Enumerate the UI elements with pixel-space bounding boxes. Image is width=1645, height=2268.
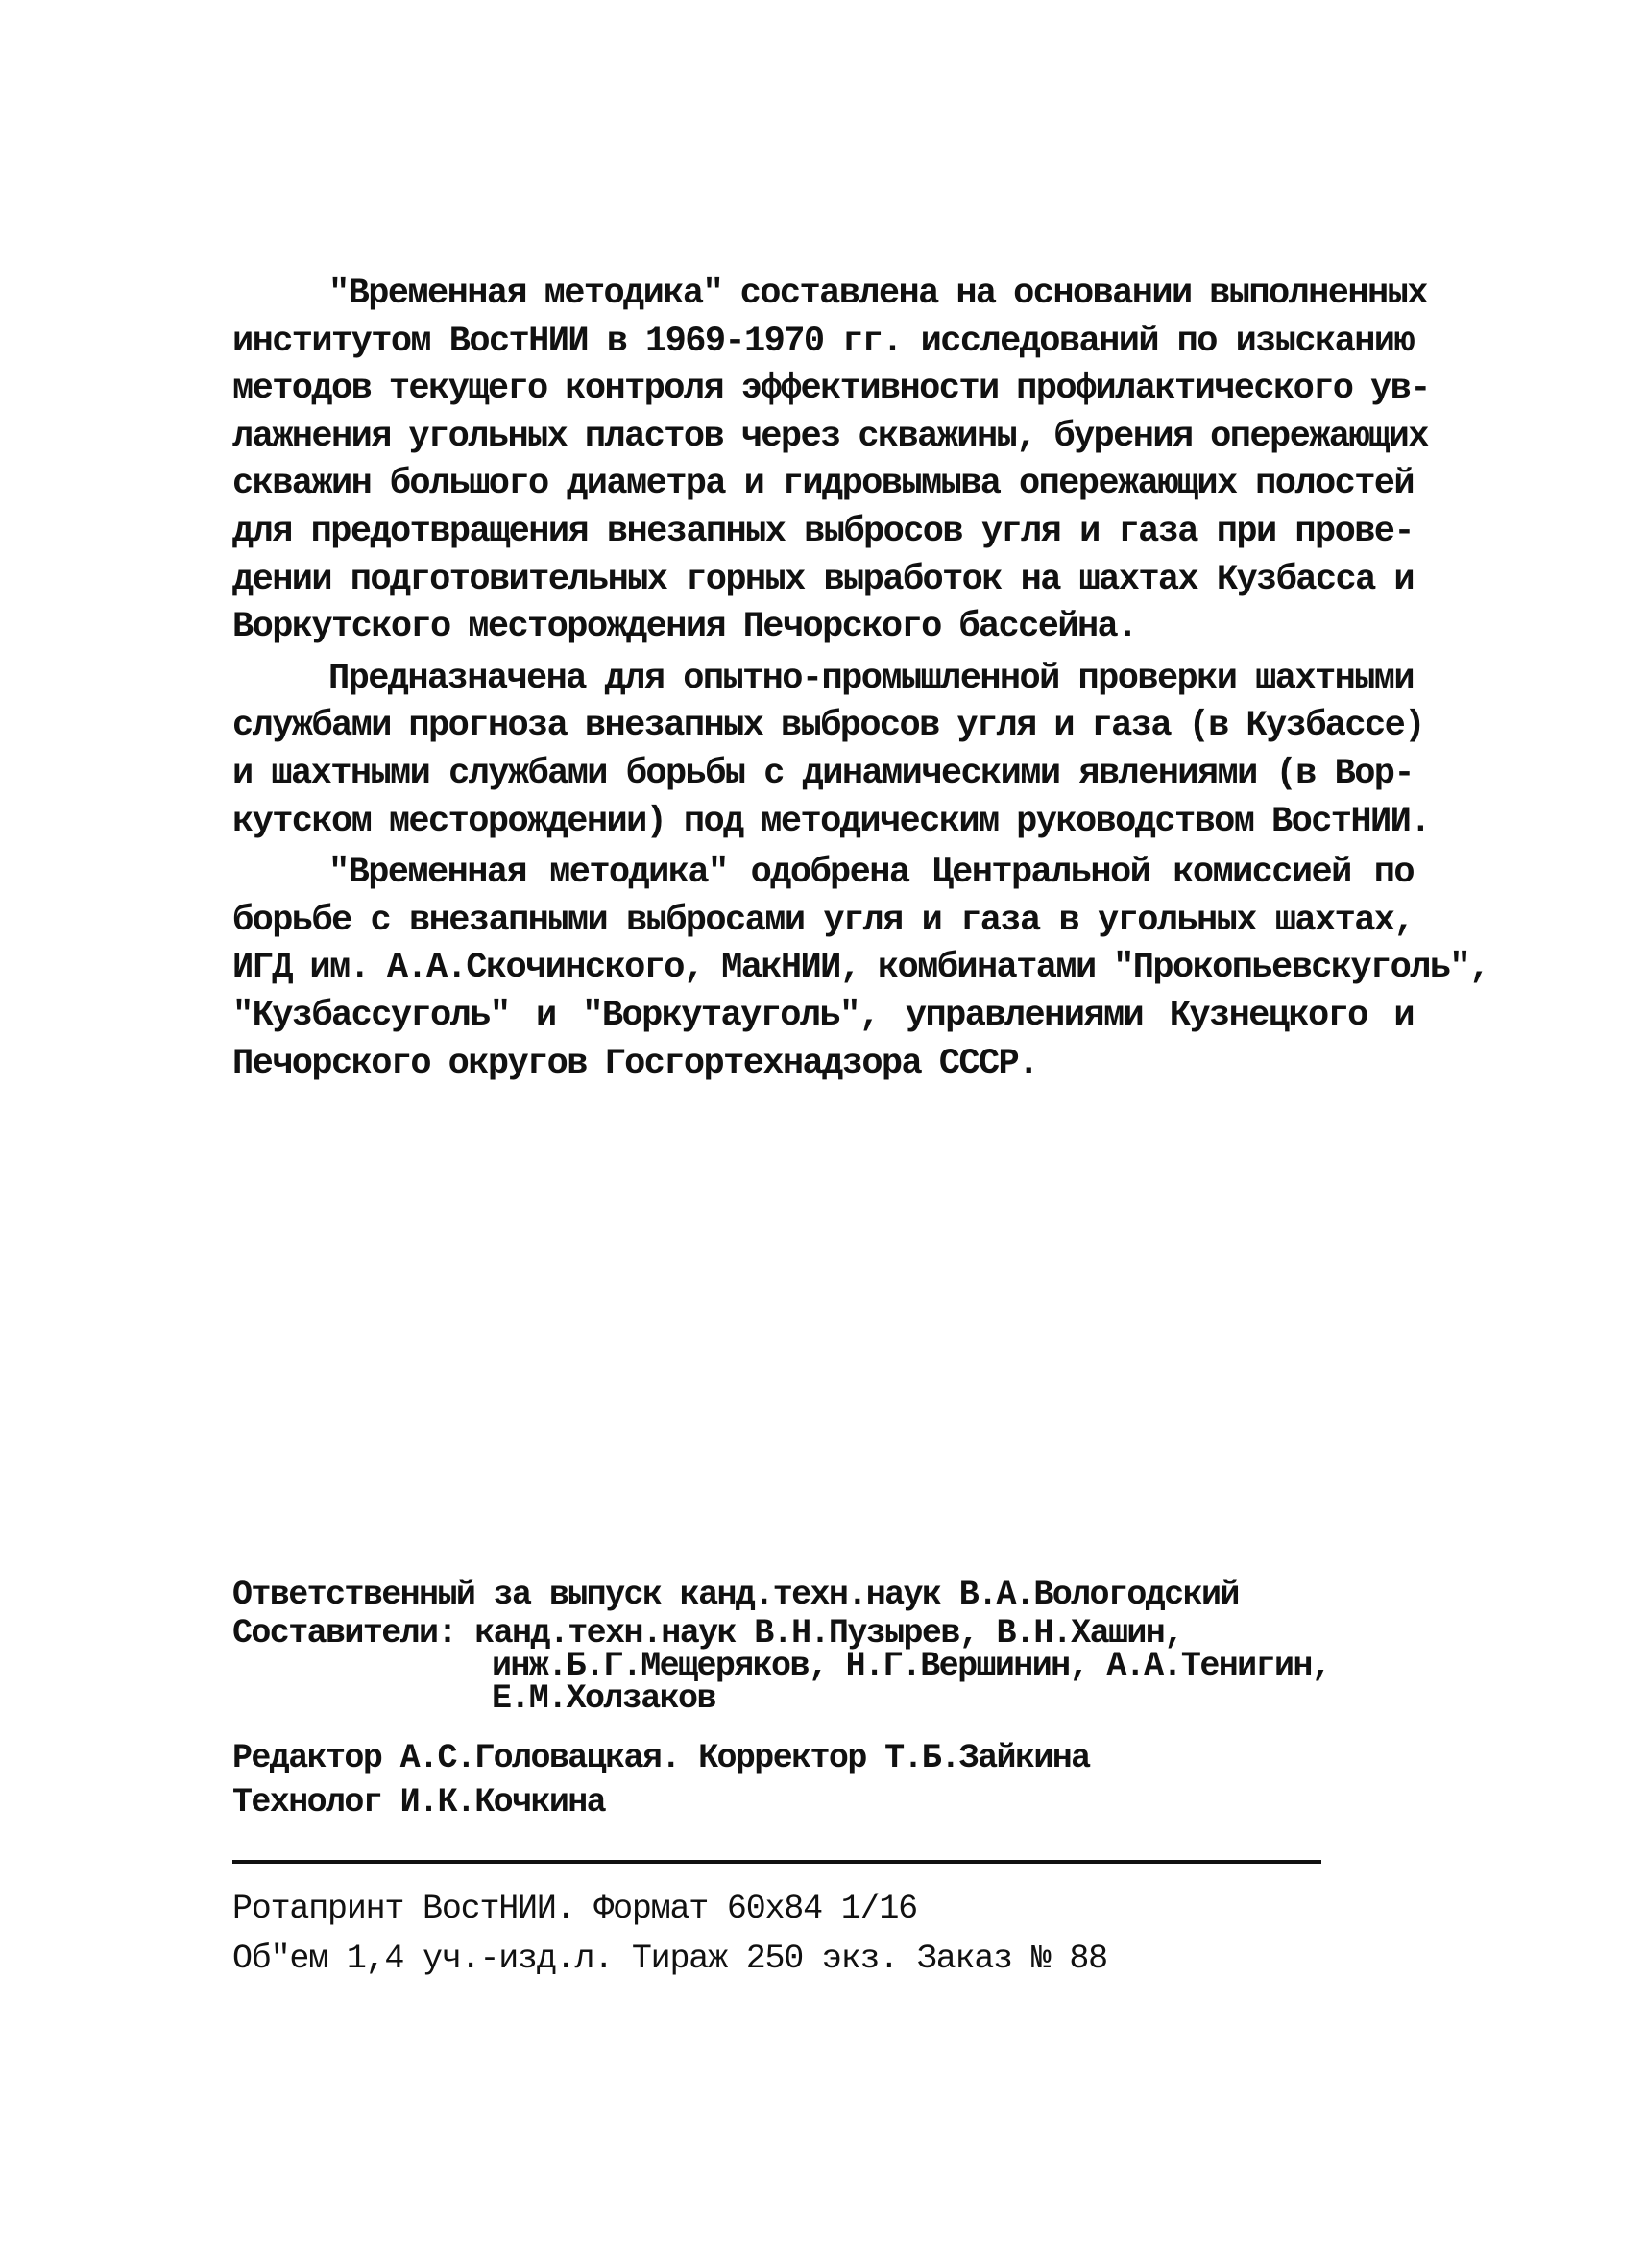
horizontal-rule xyxy=(232,1860,1321,1864)
paragraph-line: Печорского округов Госгортехнадзора СССР. xyxy=(232,1043,1038,1084)
paragraph-line: "Временная методика" составлена на основании выполненных xyxy=(328,274,1427,314)
responsible-editor: Ответственный за выпуск канд.техн.наук В.А.Вологодский xyxy=(232,1576,1239,1614)
paragraph-line: и шахтными службами борьбы с динамическими явлениями (в Вор- xyxy=(232,753,1414,794)
body-text xyxy=(232,271,1489,1088)
compilers-names: канд.техн.наук В.Н.Пузырев, В.Н.Хашин, xyxy=(474,1614,1183,1653)
paragraph-line: дении подготовительных горных выработок на шахтах Кузбасса и xyxy=(232,559,1414,600)
compilers-names: инж.Б.Г.Мещеряков, Н.Г.Вершинин, А.А.Тенигин, xyxy=(492,1647,1331,1685)
compilers-names: Е.М.Холзаков xyxy=(492,1679,715,1718)
paragraph-line: "Временная методика" одобрена Центральной комиссией по xyxy=(328,853,1414,894)
print-details xyxy=(232,1884,1366,1984)
editor-corrector: Редактор А.С.Головацкая. Корректор Т.Б.Зайкина xyxy=(232,1739,1090,1777)
paragraph-3 xyxy=(232,850,1489,1088)
compilers-label: Составители: xyxy=(232,1614,456,1653)
paragraph-line: кутском месторождении) под методическим руководством ВостНИИ. xyxy=(232,801,1430,842)
print-volume: Об"ем 1,4 уч.-изд.л. Тираж 250 экз. Заказ № 88 xyxy=(232,1940,1107,1978)
paragraph-line: скважин большого диаметра и гидровымыва опережающих полостей xyxy=(232,464,1414,505)
technologist: Технолог И.К.Кочкина xyxy=(232,1783,606,1822)
paragraph-line: "Кузбассуголь" и "Воркутауголь", управлениями Кузнецкого и xyxy=(232,995,1414,1036)
paragraph-line: ИГД им. А.А.Скочинского, МакНИИ, комбинатами "Прокопьевскуголь", xyxy=(232,948,1489,989)
compilers-line xyxy=(232,1614,1366,1653)
paragraph-1 xyxy=(232,271,1430,652)
print-format: Ротапринт ВостНИИ. Формат 60x84 1/16 xyxy=(232,1890,917,1928)
paragraph-line: борьбе с внезапными выбросами угля и газа в угольных шахтах, xyxy=(232,900,1414,941)
imprint-block xyxy=(232,1573,1366,1824)
paragraph-line: методов текущего контроля эффективности профилактического ув- xyxy=(232,369,1430,410)
paragraph-line: Предназначена для опытно-промышленной проверки шахтными xyxy=(328,658,1414,699)
paragraph-line: институтом ВостНИИ в 1969-1970 гг. исследований по изысканию xyxy=(232,321,1414,362)
paragraph-line: лажнения угольных пластов через скважины, бурения опережающих xyxy=(232,416,1428,457)
paragraph-line: службами прогноза внезапных выбросов угля и газа (в Кузбассе) xyxy=(232,706,1424,747)
paragraph-line: Воркутского месторождения Печорского бассейна. xyxy=(232,607,1137,648)
paragraph-2 xyxy=(232,656,1430,846)
paragraph-line: для предотвращения внезапных выбросов угля и газа при прове- xyxy=(232,511,1414,552)
